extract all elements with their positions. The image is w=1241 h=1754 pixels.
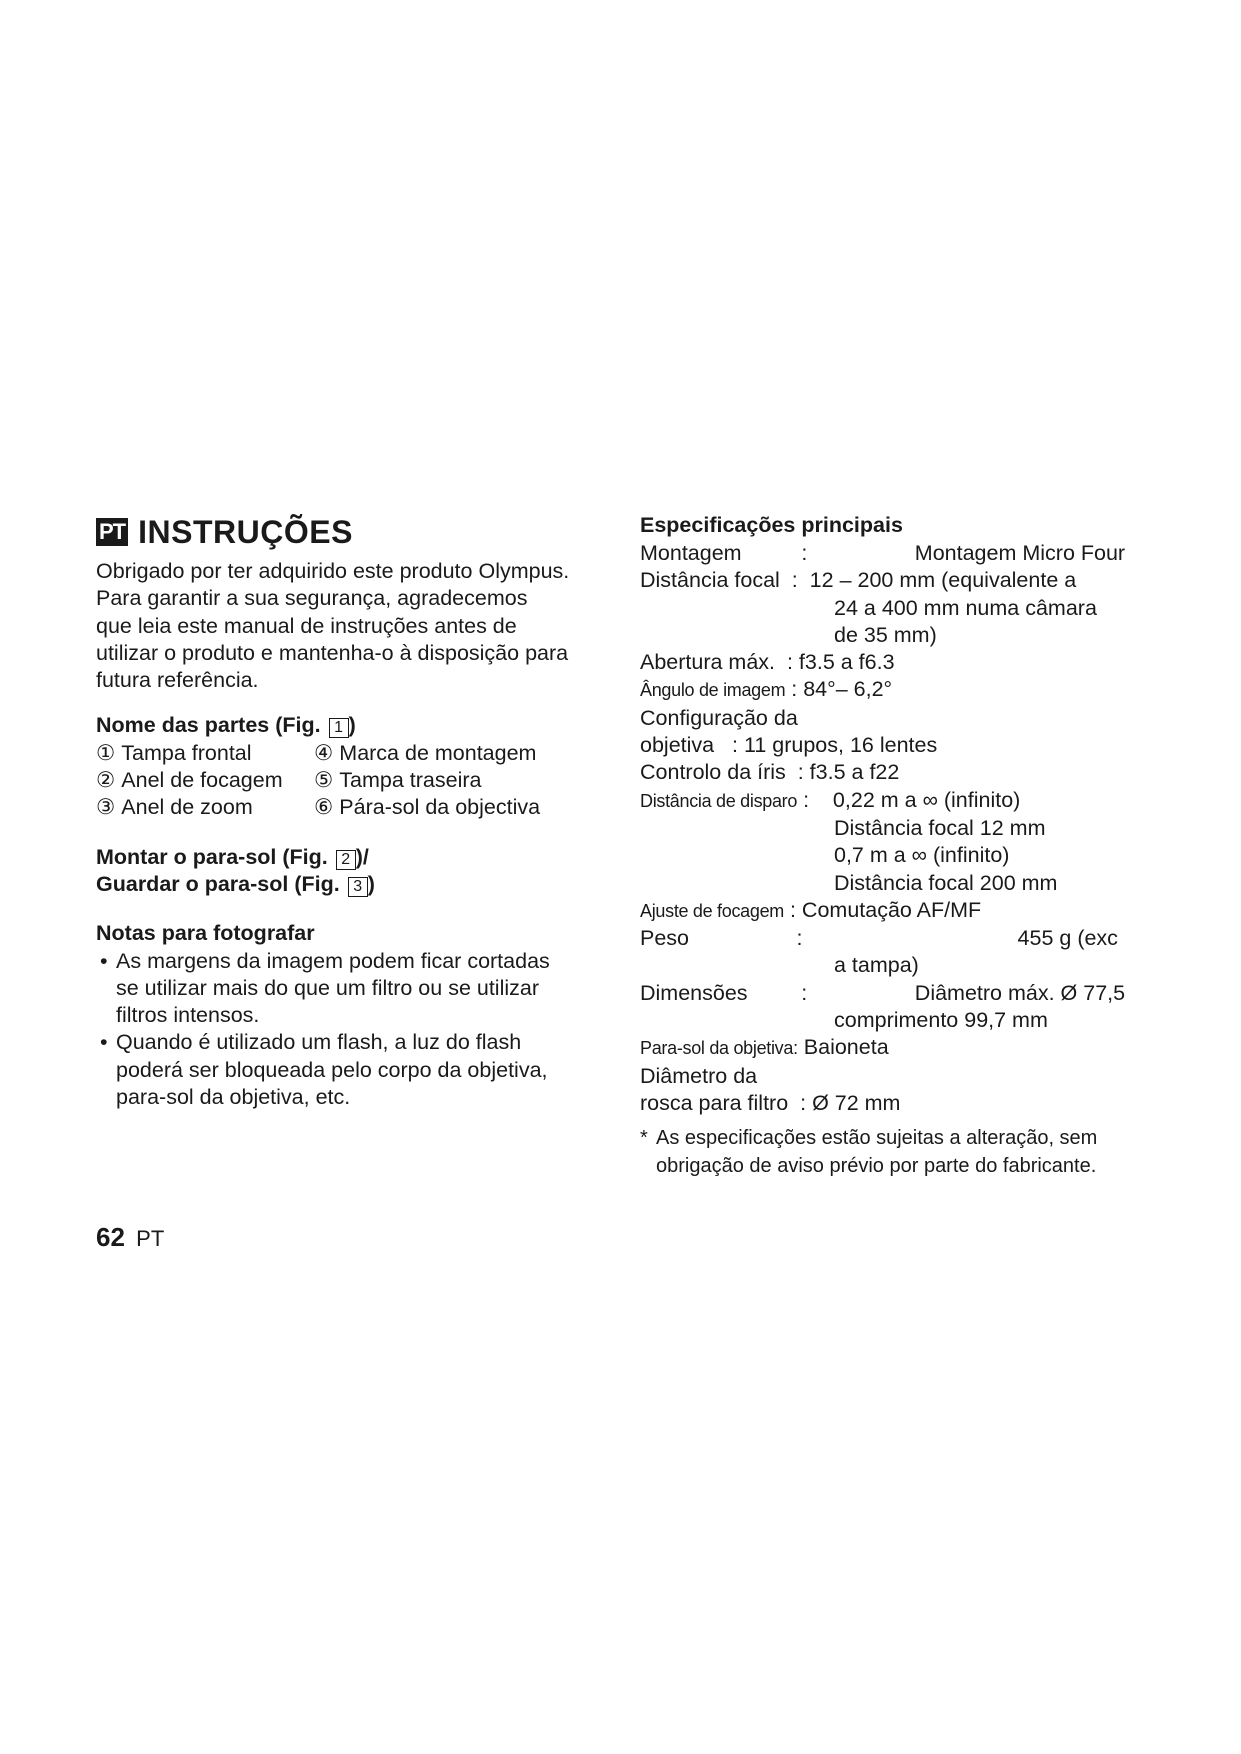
- notes-list: [96, 948, 616, 1112]
- intro-line: Obrigado por ter adquirido este produto Olympus.: [96, 559, 570, 583]
- list-item: • Quando é utilizado um flash, a luz do flash poderá ser bloqueada pelo corpo da objetiva, para-sol da objetiva, etc.: [100, 1030, 548, 1110]
- spec-angle-of-view: Ângulo de imagem : 84°– 6,2°: [640, 677, 893, 702]
- spec-filter-diameter: Diâmetro da: [640, 1063, 758, 1088]
- page-title: INSTRUÇÕES: [138, 513, 353, 550]
- figure-ref-box: 2: [336, 850, 356, 870]
- parts-section: [96, 712, 616, 821]
- part-item: ⑤ Tampa traseira: [314, 768, 482, 793]
- spec-focal-length-cont: 24 a 400 mm numa câmara: [834, 595, 1097, 620]
- part-item: ④ Marca de montagem: [314, 740, 537, 765]
- language-badge: PT: [96, 518, 128, 546]
- part-item: ② Anel de focagem: [96, 768, 283, 793]
- intro-paragraph: [96, 558, 616, 694]
- spec-focal-length-cont: de 35 mm): [834, 622, 937, 647]
- spec-focal-length: Distância focal : 12 – 200 mm (equivalente a: [640, 568, 1077, 593]
- part-item: ③ Anel de zoom: [96, 795, 253, 820]
- spec-shooting-distance: Distância de disparo : 0,22 m a ∞ (infinito): [640, 787, 1021, 812]
- notes-heading: Notas para fotografar: [96, 921, 315, 946]
- hood-heading-store: Guardar o para-sol (Fig. 3 ): [96, 871, 375, 896]
- part-item: ⑥ Pára-sol da objectiva: [314, 795, 541, 820]
- intro-line: Para garantir a sua segurança, agradecemos: [96, 586, 528, 611]
- specifications-heading: Especificações principais: [640, 513, 903, 537]
- figure-ref-box: 1: [329, 718, 349, 738]
- spec-dimensions-cont: comprimento 99,7 mm: [834, 1008, 1048, 1033]
- parts-heading: Nome das partes (Fig. 1 ): [96, 713, 356, 738]
- specifications-column: [640, 512, 1210, 1180]
- lens-hood-section: [96, 844, 616, 899]
- page-language: PT: [136, 1226, 165, 1251]
- page-footer: [96, 1222, 164, 1253]
- spec-focus-adjust: Ajuste de focagem : Comutação AF/MF: [640, 897, 982, 922]
- title-row: [96, 512, 616, 552]
- part-item: ① Tampa frontal: [96, 740, 252, 765]
- notes-section: [96, 920, 616, 1111]
- spec-lens-hood: Para-sol da objetiva: Baioneta: [640, 1035, 889, 1060]
- intro-line: utilizar o produto e mantenha-o à disposição para: [96, 640, 569, 665]
- asterisk-icon: *: [640, 1127, 648, 1150]
- figure-ref-box: 3: [348, 877, 368, 897]
- spec-max-aperture: Abertura máx. : f3.5 a f6.3: [640, 650, 895, 675]
- intro-line: futura referência.: [96, 668, 259, 693]
- spec-lens-config-cont: objetiva : 11 grupos, 16 lentes: [640, 733, 938, 758]
- intro-line: que leia este manual de instruções antes de: [96, 613, 517, 638]
- left-column: [96, 512, 616, 1111]
- list-item: • As margens da imagem podem ficar cortadas se utilizar mais do que um filtro ou se utilizar filtros intensos.: [100, 948, 550, 1028]
- hood-heading-attach: Montar o para-sol (Fig. 2 )/: [96, 844, 369, 869]
- spec-mount: Montagem : Montagem Micro Four: [640, 541, 1126, 565]
- page-number: 62: [96, 1222, 125, 1252]
- bullet-icon: •: [100, 948, 108, 973]
- spec-filter-diameter-cont: rosca para filtro : Ø 72 mm: [640, 1090, 901, 1115]
- spec-weight-cont: a tampa): [834, 953, 919, 978]
- spec-iris: Controlo da íris : f3.5 a f22: [640, 760, 900, 785]
- bullet-icon: •: [100, 1030, 108, 1055]
- parts-list: [96, 740, 616, 822]
- spec-dimensions: Dimensões : Diâmetro máx. Ø 77,5: [640, 980, 1126, 1005]
- specifications-footnote: * As especificações estão sujeitas a alteração, sem obrigação de aviso prévio por parte do fabricante.: [640, 1127, 1098, 1177]
- spec-shooting-distance-cont: 0,7 m a ∞ (infinito): [834, 843, 1010, 868]
- spec-shooting-distance-cont: Distância focal 200 mm: [834, 870, 1058, 895]
- spec-shooting-distance-cont: Distância focal 12 mm: [834, 815, 1046, 840]
- spec-lens-config: Configuração da: [640, 705, 798, 730]
- spec-weight: Peso : 455 g (exc: [640, 926, 1118, 951]
